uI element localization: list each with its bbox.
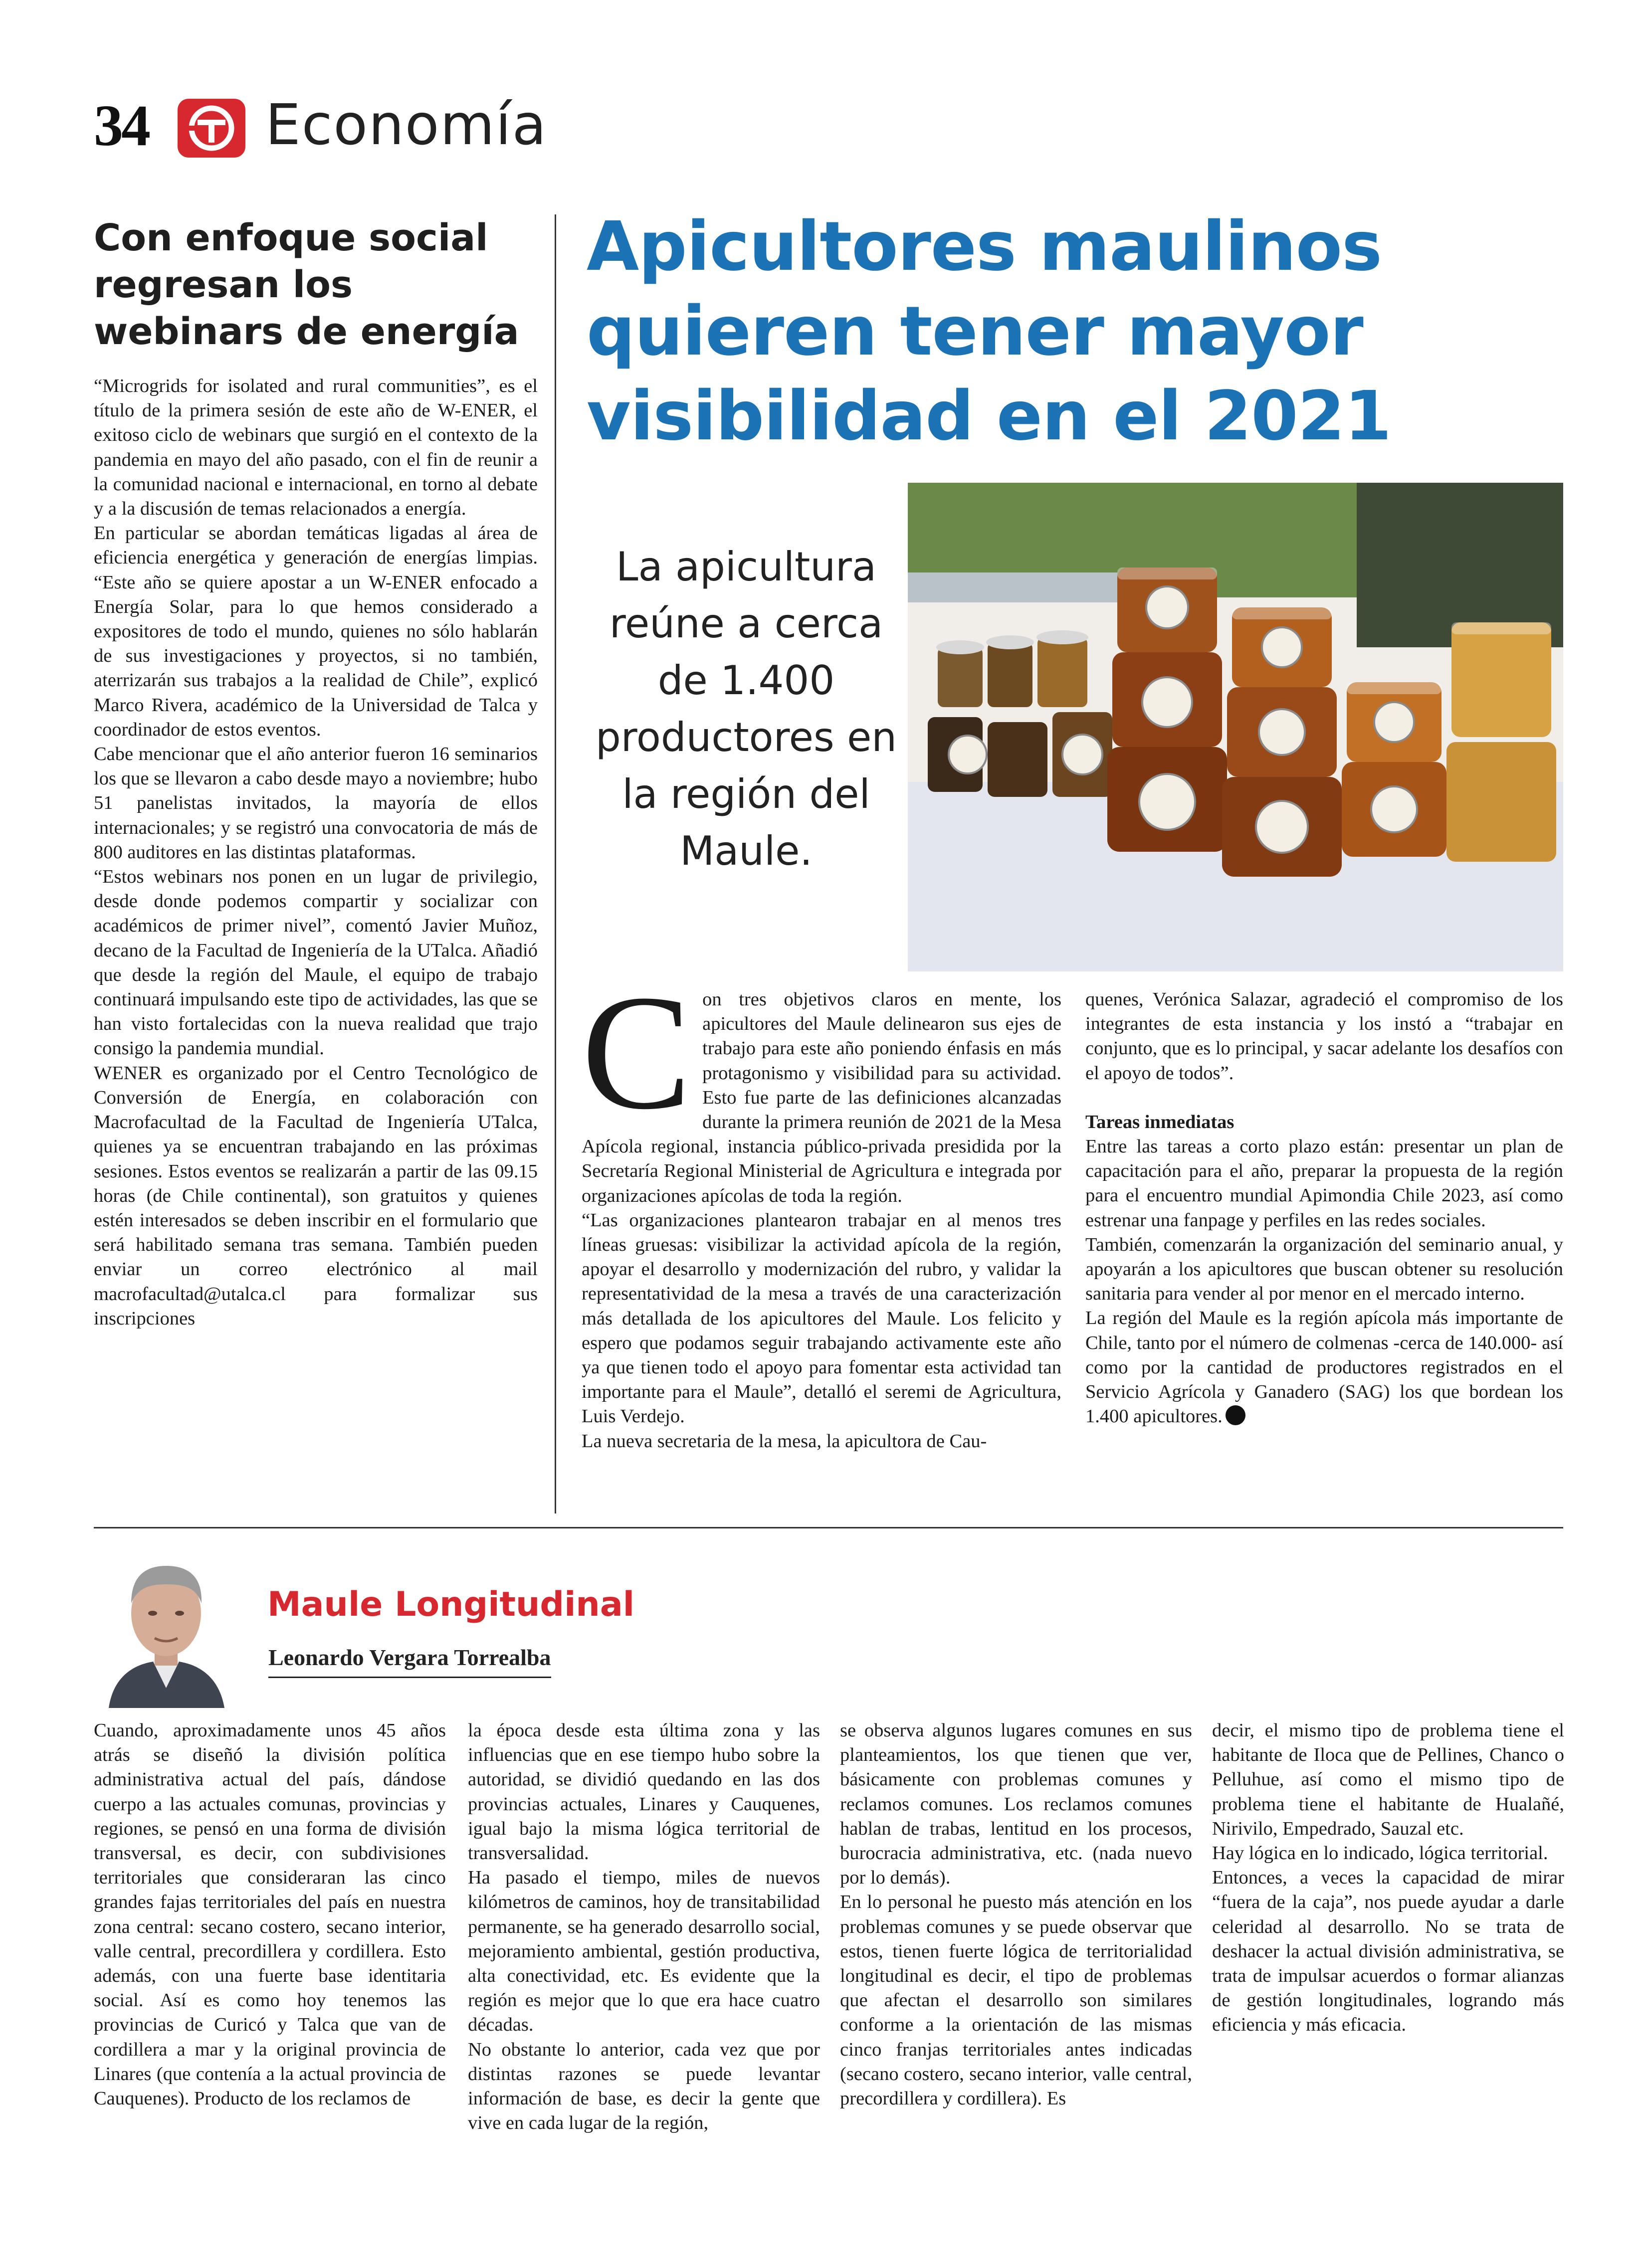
left-article-body [94,374,538,1331]
paragraph: “Microgrids for isolated and rural communities”, es el título de la primera sesión de este año de W-ENER, el exitoso ciclo de webinars que surgió en el contexto de la pandemia en mayo del año pasado, con el fin de reunir a la comunidad nacional e internacional, en torno al debate y a la discusión de temas relacionados a energía. [94,376,538,520]
paragraph: En lo personal he puesto más atención en los problemas comunes y se puede observar que estos, tienen fuerte lógica de territorialidad longitudinal es decir, el tipo de problemas que afectan el desarrollo son similares conforme a la orientación de las mismas cinco franjas territoriales antes indicadas (secano costero, secano interior, valle central, precordillera y cordillera). Es [840,1891,1192,2109]
paragraph: Entonces, a veces la capacidad de mirar “fuera de la caja”, nos puede ayudar a darle celeridad al desarrollo. No se trata de deshacer la actual división administrativa, se trata de impulsar acuerdos o formar alianzas de gestión longitudinales, logrando más eficiencia y más eficacia. [1212,1867,1564,2036]
paragraph: WENER es organizado por el Centro Tecnológico de Conversión de Energía, en colaboración con Macrofacultad de la Facultad de Ingeniería UTalca, quienes ya se encuentran trabajando en las próximas sesiones. Estos eventos se realizarán a partir de las 09.15 horas (de Chile continental), son gratuitos y quienes estén interesados se deben inscribir en el formulario que será habilitado semana tras semana. También pueden enviar un correo electrónico al mail macrofacultad@utalca.cl para formalizar sus inscripciones [94,1062,538,1329]
main-article-column-2 [1085,987,1563,1429]
paragraph: quenes, Verónica Salazar, agradeció el compromiso de los integrantes de esta instancia y los instó a “trabajar en conjunto, que es lo principal, y sacar adelante los desafíos con el apoyo de todos”. [1085,989,1563,1084]
paragraph-text: La región del Maule es la región apícola más importante de Chile, tanto por el número de colmenas -cerca de 140.000- así como por la cantidad de productores registrados en el Servicio Agrícola y Ganadero (SAG) los que bordean los 1.400 apicultores. [1085,1308,1563,1427]
column-text-3 [840,1718,1192,2111]
paragraph: La nueva secretaria de la mesa, la apicultora de Cau- [582,1430,987,1452]
main-article-title: Apicultores maulinos quieren tener mayor visibilidad en el 2021 [587,207,1391,456]
paragraph: Cabe mencionar que el año anterior fueron 16 seminarios los que se llevaron a cabo desde mayo a noviembre; hubo 51 panelistas invitados, la mayoría de ellos internacionales; y se registró una convocatoria de más de 800 auditores en las distintas plataformas. [94,744,538,863]
column-text-4 [1212,1718,1564,2038]
paragraph: No obstante lo anterior, cada vez que por distintas razones se puede levantar información de base, es decir la gente que vive en cada lugar de la región, [468,2039,820,2134]
main-article-column-1 [582,961,1061,1454]
page-number: 34 [94,93,149,158]
paragraph: “Estos webinars nos ponen en un lugar de privilegio, desde donde podemos compartir y socializar con académicos de primer nivel”, comentó Javier Muñoz, decano de la Facultad de Ingeniería de la UTalca. Añadió que desde la región del Maule, el equipo de trabajo continuará impulsando este tipo de actividades, las que se han visto fortalecidas con la nueva realidad que trajo consigo la pandemia mundial. [94,866,538,1059]
paragraph: on tres objetivos claros en mente, los apicultores del Maule delinearon sus ejes de trabajo para este año poniendo énfasis en más protagonismo y visibilidad para su actividad. Esto fue parte de las definiciones alcanzadas durante la primera reunión de 2021 de la Mesa Apícola regional, instancia público-privada presidida por la Secretaría Regional Ministerial de Agricultura e integrada por organizaciones apícolas de toda la región. [582,989,1061,1206]
paragraph: decir, el mismo tipo de problema tiene el habitante de Iloca que de Pellines, Chanco o Pelluhue, así como el mismo tipo de problema tiene el habitante de Hualañé, Nirivilo, Empedrado, Sauzal etc. [1212,1720,1564,1839]
paragraph: También, comenzarán la organización del seminario anual, y apoyarán a los apicultores que buscan obtener su resolución sanitaria para vender al por menor en el mercado interno. [1085,1234,1563,1305]
column-text-1 [94,1718,446,2111]
end-mark-icon [1226,1405,1245,1425]
paragraph: se observa algunos lugares comunes en sus planteamientos, los que tienen que ver, básicamente con problemas comunes y reclamos comunes. Los reclamos comunes hablan de trabas, lentitud en los procesos, burocracia administrativa, etc. (nada nuevo por lo demás). [840,1720,1192,1889]
drop-cap: C [582,961,692,1143]
section-divider [94,1527,1563,1528]
author-portrait [94,1538,238,1708]
paragraph: Hay lógica en lo indicado, lógica territorial. [1212,1843,1548,1864]
paragraph: Ha pasado el tiempo, miles de nuevos kilómetros de caminos, hoy de transitabilidad permanente, se ha generado desarrollo social, mejoramiento ambiental, gestión productiva, alta conectividad, etc. Es evidente que la región es mejor que lo que era hace cuatro décadas. [468,1867,820,2036]
subheading: Tareas inmediatas [1085,1111,1234,1133]
paragraph: En particular se abordan temáticas ligadas al área de eficiencia energética y generación de energías limpias. “Este año se quiere apostar a un W-ENER enfocado a Energía Solar, para lo que hemos considerado a expositores de todo el mundo, quienes no sólo hablarán de sus investigaciones y proyectos, si no también, aterrizarán sus trabajos a la realidad de Chile”, explicó Marco Rivera, académico de la Universidad de Talca y coordinador de estos eventos. [94,523,538,740]
column-divider [555,214,556,1513]
paragraph [1085,1306,1563,1429]
section-title: Economía [265,93,548,158]
newspaper-logo-icon [178,99,245,158]
article-lead: La apicultura reúne a cerca de 1.400 productores en la región del Maule. [595,544,897,874]
column-text-2 [468,1718,820,2135]
paragraph: “Las organizaciones plantearon trabajar en al menos tres líneas gruesas: visibilizar la actividad apícola de la región, apoyar el desarrollo y modernización del rubro, y validar la representatividad de la mesa a través de una caracterización más detallada de los apicultores del Maule. Los felicito y espero que podamos seguir trabajando activamente este año ya que tienen todo el apoyo para fomentar esta actividad tan importante para el Maule”, detalló el seremi de Agricultura, Luis Verdejo. [582,1209,1061,1427]
column-name: Maule Longitudinal [267,1585,635,1624]
left-article [94,214,538,1331]
paragraph: Entre las tareas a corto plazo están: presentar un plan de capacitación para el año, preparar la propuesta de la región para el encuentro mundial Apimondia Chile 2023, así como estrenar una fanpage y perfiles en las redes sociales. [1085,1136,1563,1231]
left-article-title: Con enfoque social regresan los webinars de energía [94,216,519,353]
column-author: Leonardo Vergara Torrealba [268,1644,551,1678]
paragraph: Cuando, aproximadamente unos 45 años atrás se diseñó la división política administrativa actual del país, dándose cuerpo a las actuales comunas, provincias y regiones, se pensó en una forma de división transversal, es decir, con subdivisiones territoriales que consideraran las cinco grandes fajas territoriales del país en nuestra zona central: secano costero, secano interior, valle central, precordillera y cordillera. Esto además, con una fuerte base identitaria social. Así es como hoy tenemos las provincias de Curicó y Talca que van de cordillera a mar y la original provincia de Linares (que contenía a la actual provincia de Cauquenes). Producto de los reclamos de [94,1720,446,2109]
paragraph: la época desde esta última zona y las influencias que en ese tiempo hubo sobre la autoridad, se dividió quedando en las dos provincias actuales, Linares y Cauquenes, igual bajo la misma lógica territorial de transversalidad. [468,1720,820,1864]
honey-jars-photo [908,483,1563,971]
